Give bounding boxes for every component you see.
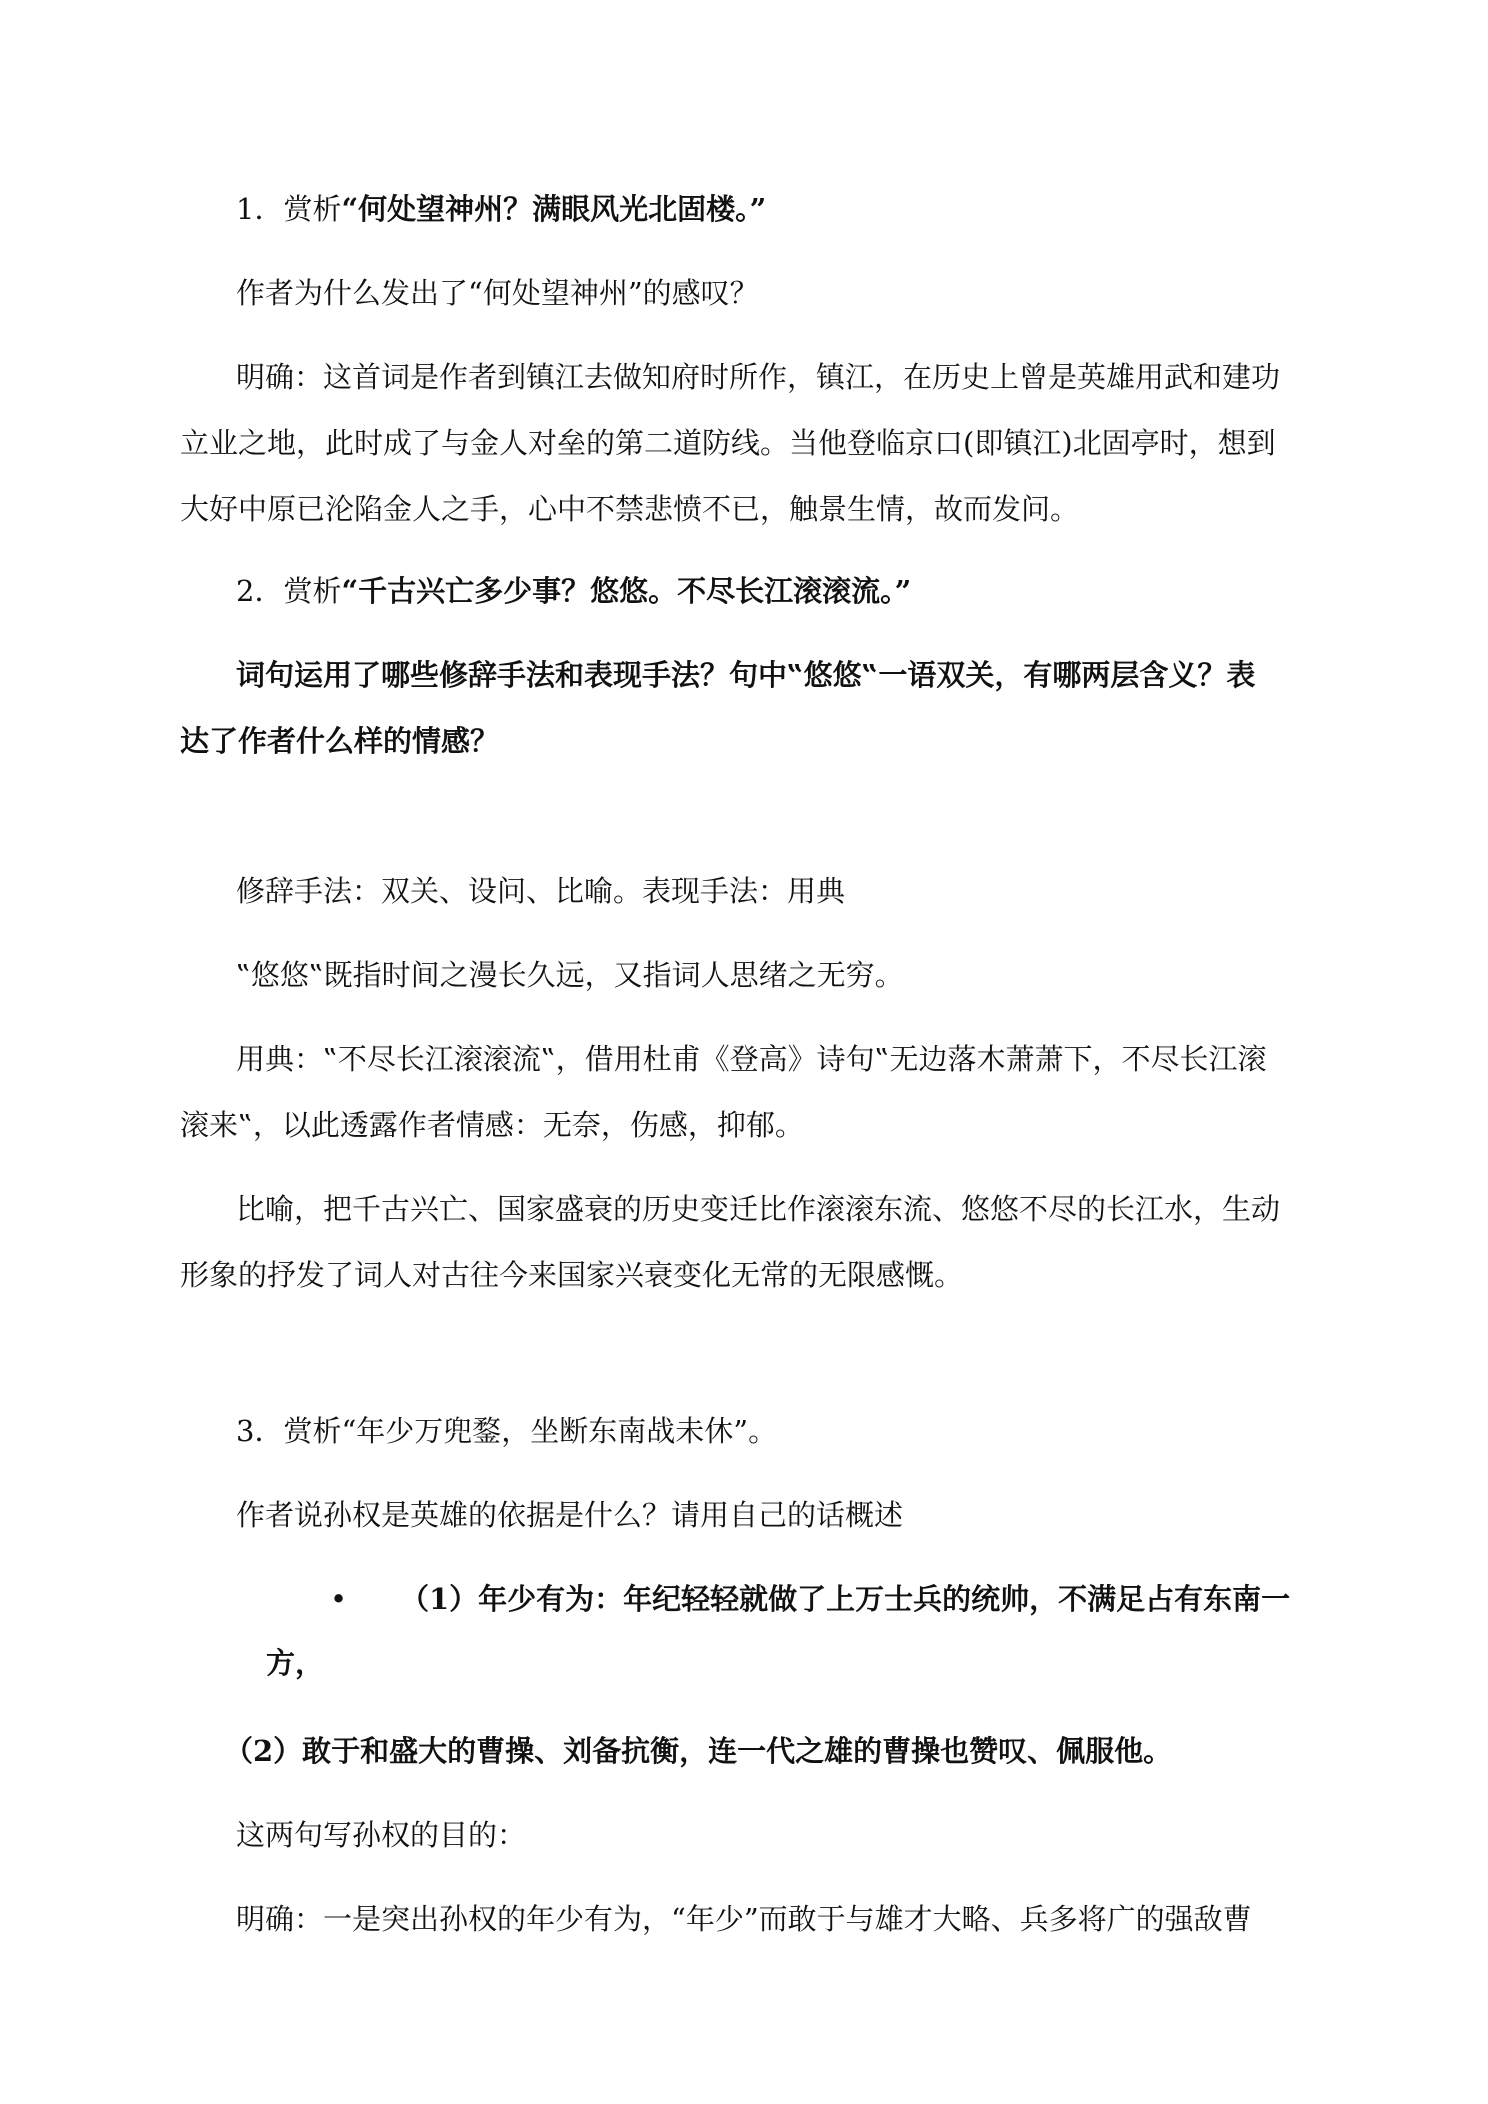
q1-answer-line3: 大好中原已沦陷金人之手，心中不禁悲愤不已，触景生情，故而发问。 <box>180 492 1080 526</box>
q3-answer: 明确：一是突出孙权的年少有为，“年少”而敢于与雄才大略、兵多将广的强敌曹 <box>236 1902 1252 1936</box>
q1-answer-line2: 立业之地，此时成了与金人对垒的第二道防线。当他登临京口(即镇江)北固亭时，想到 <box>180 426 1276 460</box>
q2-quote: “千古兴亡多少事？悠悠。不尽长江滚滚流。” <box>341 574 912 608</box>
q3-point1-line2: 方， <box>266 1646 325 1680</box>
q2-prefix: 2．赏析 <box>236 574 342 608</box>
q1-answer-line1: 明确：这首词是作者到镇江去做知府时所作，镇江，在历史上曾是英雄用武和建功 <box>236 360 1281 394</box>
q2-question-line2: 达了作者什么样的情感？ <box>180 724 500 758</box>
q3-point2: （2）敢于和盛大的曹操、刘备抗衡，连一代之雄的曹操也赞叹、佩服他。 <box>224 1734 1173 1768</box>
q2-answer-allusion-line2: 滚来‟，以此透露作者情感：无奈，伤感，抑郁。 <box>180 1108 804 1142</box>
q2-answer-metaphor-line2: 形象的抒发了词人对古往今来国家兴衰变化无常的无限感慨。 <box>180 1258 964 1292</box>
q3-point1-line1: （1）年少有为：年纪轻轻就做了上万士兵的统帅，不满足占有东南一 <box>400 1582 1291 1616</box>
q3-purpose: 这两句写孙权的目的： <box>236 1818 527 1852</box>
q1-question: 作者为什么发出了“何处望神州”的感叹？ <box>236 276 759 310</box>
bullet-icon: • <box>330 1582 348 1616</box>
q3-heading: 3．赏析“年少万兜鍪，坐断东南战未休”。 <box>236 1414 778 1448</box>
q3-question: 作者说孙权是英雄的依据是什么？请用自己的话概述 <box>236 1498 904 1532</box>
q2-question-line1: 词句运用了哪些修辞手法和表现手法？句中‟悠悠‟一语双关，有哪两层含义？表 <box>236 658 1256 692</box>
q2-answer-allusion-line1: 用典：‟不尽长江滚滚流‟，借用杜甫《登高》诗句‟无边落木萧萧下，不尽长江滚 <box>236 1042 1267 1076</box>
q2-answer-rhetoric: 修辞手法：双关、设问、比喻。表现手法：用典 <box>236 874 846 908</box>
q2-heading <box>236 562 911 620</box>
q1-quote: “何处望神州？满眼风光北固楼。” <box>341 192 767 226</box>
q2-answer-metaphor-line1: 比喻，把千古兴亡、国家盛衰的历史变迁比作滚滚东流、悠悠不尽的长江水，生动 <box>236 1192 1281 1226</box>
q1-prefix: 1．赏析 <box>236 192 342 226</box>
q1-heading <box>236 180 766 238</box>
q2-answer-youyou: ‟悠悠‟既指时间之漫长久远，又指词人思绪之无穷。 <box>236 958 904 992</box>
